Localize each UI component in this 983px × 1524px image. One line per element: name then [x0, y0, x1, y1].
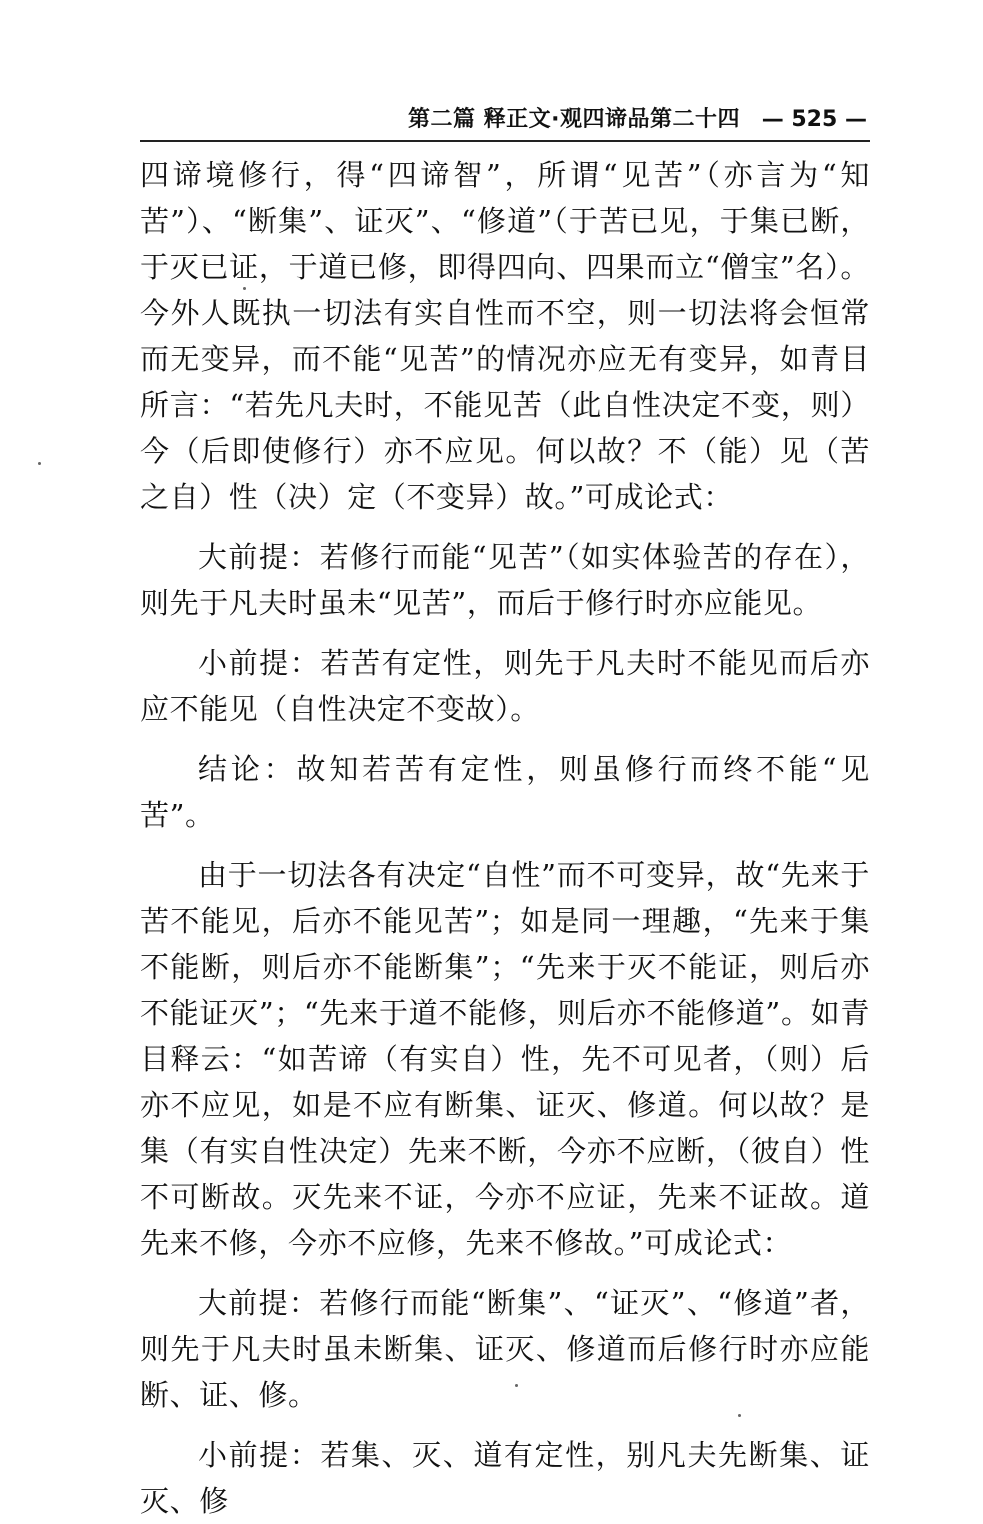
paragraph-major-premise-2: 大前提：若修行而能“断集”、“证灭”、“修道”者，则先于凡夫时虽未断集、证灭、修道而后修行时亦应能断、证、修。 [140, 1286, 870, 1412]
scan-speck [515, 1384, 518, 1387]
paragraph-conclusion-1: 结论：故知若苦有定性，则虽修行而终不能“见苦”。 [140, 752, 870, 832]
paragraph-continued: 四谛境修行，得“四谛智”，所谓“见苦”（亦言为“知苦”）、“断集”、证灭”、“修道”（于苦已见，于集已断，于灭已证，于道已修，即得四向、四果而立“僧宝”名）。今外人既执一切法有实自性而不空，则一切法将会恒常而无变异，而不能“见苦”的情况亦应无有变异，如青目所言：“若先凡夫时，不能见苦（此自性决定不变，则）今（后即使修行）亦不应见。何以故？不（能）见（苦之自）性（决）定（不变异）故。”可成论式： [140, 158, 870, 514]
paragraph-argument-2: 由于一切法各有决定“自性”而不可变异，故“先来于苦不能见，后亦不能见苦”；如是同一理趣，“先来于集不能断，则后亦不能断集”；“先来于灭不能证，则后亦不能证灭”；“先来于道不能修，则后亦不能修道”。如青目释云：“如苦谛（有实自）性，先不可见者，（则）后亦不应见，如是不应有断集、证灭、修道。何以故？是集（有实自性决定）先来不断，今亦不应断，（彼自）性不可断故。灭先来不证，今亦不应证，先来不证故。道先来不修，今亦不应修，先来不修故。”可成论式： [140, 858, 870, 1260]
paragraph-minor-premise-2: 小前提：若集、灭、道有定性，别凡夫先断集、证灭、修 [140, 1438, 870, 1518]
header-rule [140, 140, 870, 142]
paragraph-major-premise-1: 大前提：若修行而能“见苦”（如实体验苦的存在），则先于凡夫时虽未“见苦”，而后于修行时亦应能见。 [140, 540, 870, 620]
page-body [140, 152, 870, 1524]
chapter-title: 第二篇 释正文·观四谛品第二十四 [408, 107, 741, 132]
scan-speck [738, 1414, 741, 1417]
running-header [408, 100, 868, 140]
paragraph-minor-premise-1: 小前提：若苦有定性，则先于凡夫时不能见而后亦应不能见（自性决定不变故）。 [140, 646, 870, 726]
scan-speck [243, 287, 246, 290]
scan-speck [38, 462, 41, 465]
page-number: — 525 — [761, 107, 867, 132]
